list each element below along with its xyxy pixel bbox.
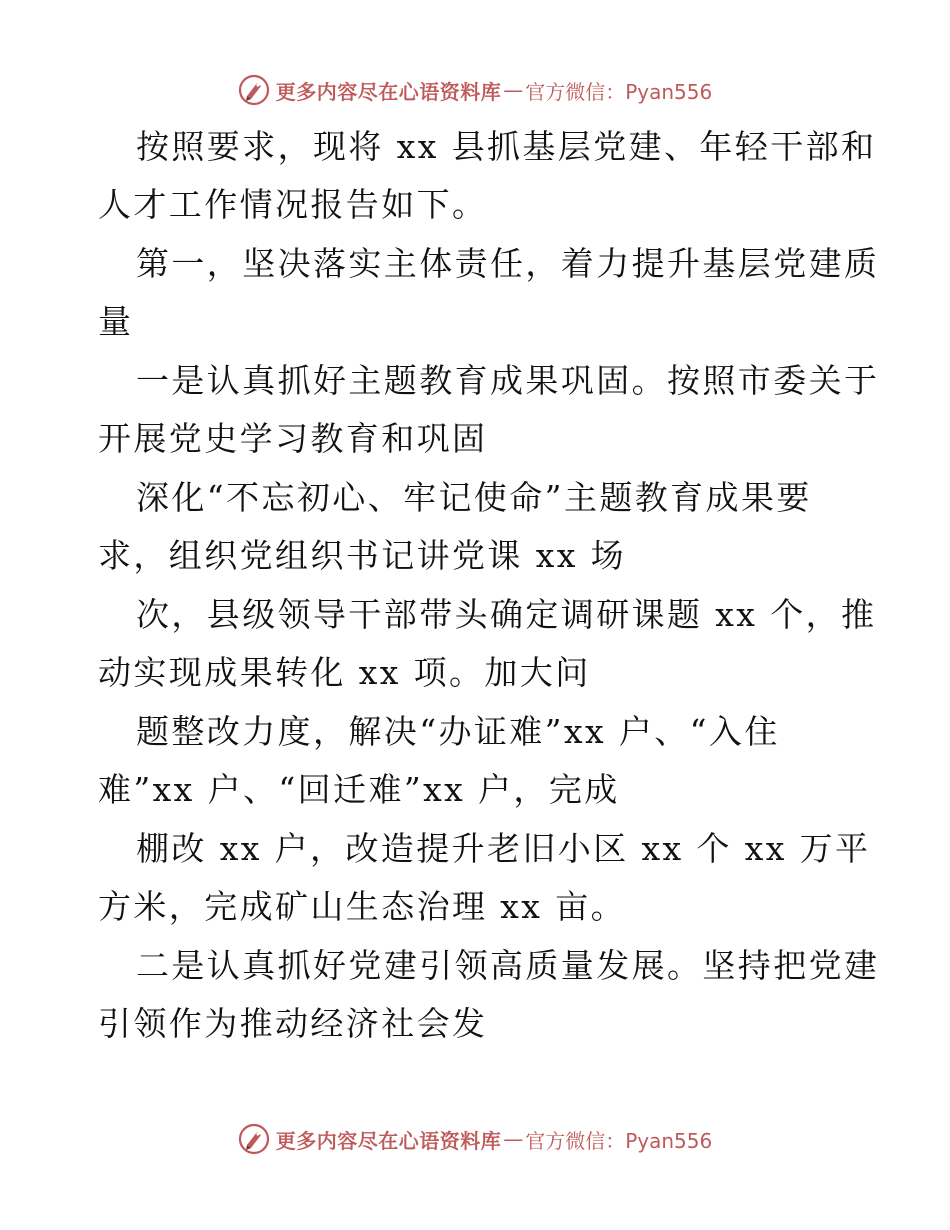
body-line: 求，组织党组织书记讲党课 xx 场 [98, 536, 627, 575]
watermark-separator: — [503, 78, 524, 102]
body-line: 开展党史学习教育和巩固 [98, 419, 488, 458]
body-line: 人才工作情况报告如下。 [98, 185, 488, 224]
body-line: 次，县级领导干部带头确定调研课题 xx 个，推 [136, 595, 877, 634]
body-line: 深化“不忘初心、牢记使命”主题教育成果要 [136, 478, 812, 517]
watermark-wechat: 官方微信：Pyan556 [525, 1128, 713, 1153]
body-line: 方米，完成矿山生态治理 xx 亩。 [98, 887, 627, 926]
watermark-site-name: 更多内容尽在心语资料库 [275, 1128, 502, 1153]
watermark-site-name: 更多内容尽在心语资料库 [275, 79, 502, 104]
body-line: 动实现成果转化 xx 项。加大问 [98, 653, 591, 692]
watermark-separator: — [503, 1127, 524, 1151]
body-line: 引领作为推动经济社会发 [98, 1004, 488, 1043]
pen-nib-logo-icon [238, 74, 270, 106]
body-line: 一是认真抓好主题教育成果巩固。按照市委关于 [136, 361, 880, 400]
body-line: 按照要求，现将 xx 县抓基层党建、年轻干部和 [136, 127, 877, 166]
body-line: 题整改力度，解决“办证难”xx 户、“入住 [136, 712, 780, 751]
pen-nib-logo-icon [238, 1123, 270, 1155]
watermark-wechat: 官方微信：Pyan556 [525, 79, 713, 104]
header-watermark [0, 70, 950, 110]
body-line: 棚改 xx 户，改造提升老旧小区 xx 个 xx 万平 [136, 829, 871, 868]
body-line: 第一，坚决落实主体责任，着力提升基层党建质 [136, 244, 880, 283]
footer-watermark [0, 1119, 950, 1159]
body-line: 量 [98, 302, 134, 341]
body-line: 二是认真抓好党建引领高质量发展。坚持把党建 [136, 946, 880, 985]
body-line: 难”xx 户、“回迁难”xx 户，完成 [98, 770, 620, 809]
